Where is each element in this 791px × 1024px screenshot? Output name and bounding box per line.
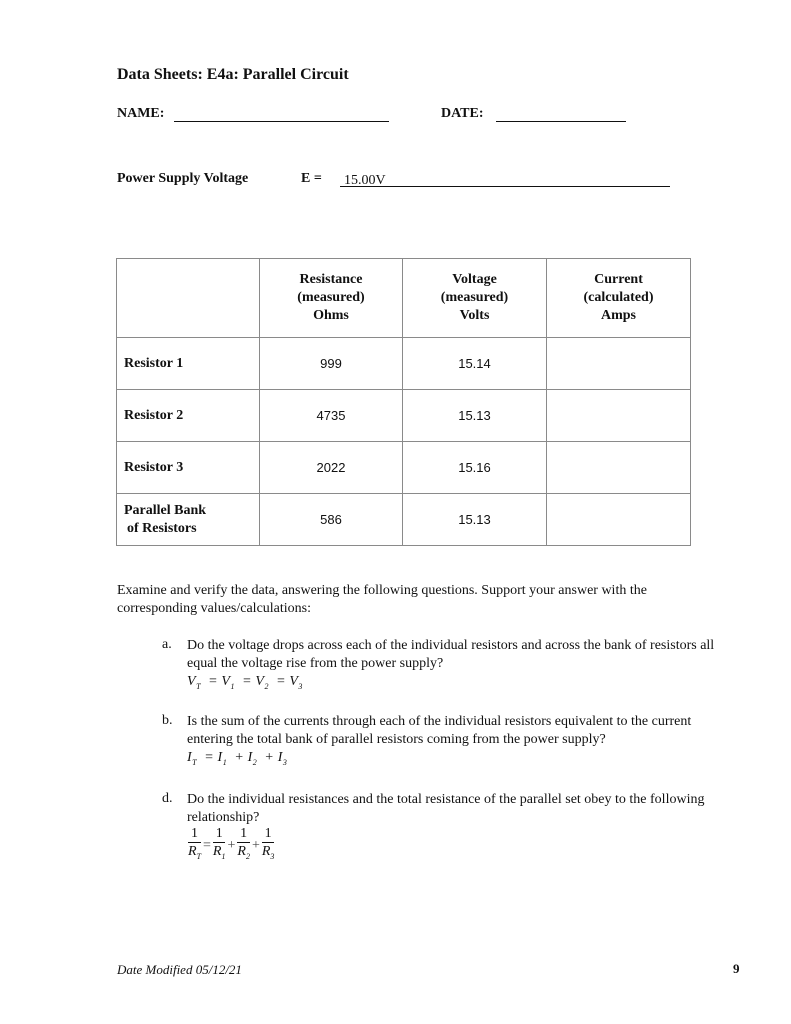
header-resistance-line3: Ohms: [313, 308, 349, 323]
resistance-cell: 586: [260, 494, 403, 546]
current-cell[interactable]: [547, 338, 691, 390]
current-equation: $I_T = I_1 + I_2 + I_3$: [187, 750, 288, 767]
table-row: [117, 494, 691, 546]
header-resistance-line2: (measured): [297, 290, 365, 305]
header-current-line2: (calculated): [583, 290, 654, 305]
row-label-line1: Parallel Bank: [124, 502, 207, 518]
eq-term: R: [188, 844, 197, 859]
table-row: [117, 390, 691, 442]
current-cell[interactable]: [547, 442, 691, 494]
voltage-cell: 15.13: [403, 390, 547, 442]
resistance-equation: $\frac{1}{R_T}$ = $\frac{1}{R_1}$ + $\frac{1}{R_2}$ + $\frac{1}{R_3}$: [187, 826, 275, 866]
voltage-cell: 15.14: [403, 338, 547, 390]
question-b-marker: b.: [162, 713, 173, 728]
e-label: E =: [301, 171, 322, 186]
header-resistance: [260, 259, 403, 338]
eq-term: I: [187, 750, 193, 765]
footer-date-modified: Date Modified 05/12/21: [117, 962, 242, 977]
voltage-cell: 15.13: [403, 494, 547, 546]
header-current-line1: Current: [594, 272, 643, 287]
eq-sub: 1: [230, 681, 235, 691]
resistance-cell: 999: [260, 338, 403, 390]
voltage-equation: $V_T = V_1 = V_2 = V_3$: [187, 674, 303, 691]
current-cell[interactable]: [547, 390, 691, 442]
current-cell[interactable]: [547, 494, 691, 546]
eq-term: R: [212, 844, 222, 859]
resistance-cell: 4735: [260, 390, 403, 442]
eq-term: I: [217, 750, 223, 765]
power-supply-label: Power Supply Voltage: [117, 171, 249, 186]
eq-sub: 1: [221, 851, 226, 861]
eq-sub: 2: [252, 757, 258, 767]
eq-sub: T: [192, 757, 198, 767]
name-label: NAME:: [117, 106, 165, 121]
eq-term: R: [237, 844, 246, 859]
eq-sub: T: [196, 681, 202, 691]
eq-term: I: [247, 750, 253, 765]
fraction: [188, 826, 201, 866]
eq-term: R: [261, 844, 271, 859]
fraction: [213, 826, 226, 866]
question-d-text: Do the individual resistances and the total resistance of the parallel set obey to the following relationship?: [187, 792, 705, 825]
page-title: Data Sheets: E4a: Parallel Circuit: [117, 66, 349, 83]
eq-term: V: [255, 674, 265, 689]
table-row: [117, 338, 691, 390]
resistance-cell: 2022: [260, 442, 403, 494]
row-label: Resistor 1: [117, 338, 260, 390]
eq-sub: 3: [270, 851, 275, 861]
page-number: 9: [733, 961, 740, 976]
data-table: [116, 258, 691, 546]
fraction: [237, 826, 250, 866]
name-field[interactable]: [174, 106, 389, 122]
eq-sub: T: [196, 851, 202, 861]
eq-sub: 2: [264, 681, 269, 691]
question-a-text: Do the voltage drops across each of the individual resistors and across the bank of resistors all equal the voltage rise from the power supply?: [187, 638, 715, 671]
fraction-numerator: 1: [188, 826, 201, 843]
question-b-text: Is the sum of the currents through each of the individual resistors equivalent to the current entering the total bank of parallel resistors coming from the power supply?: [187, 714, 692, 747]
fraction-numerator: 1: [213, 826, 226, 843]
instructions-paragraph: Examine and verify the data, answering the following questions. Support your answer with the corresponding values/calculations:: [117, 583, 647, 616]
eq-term: V: [289, 674, 299, 689]
eq-sub: 1: [222, 757, 228, 767]
header-voltage-line3: Volts: [459, 308, 490, 323]
e-field[interactable]: [340, 171, 670, 187]
voltage-cell: 15.16: [403, 442, 547, 494]
question-a-marker: a.: [162, 637, 172, 652]
eq-sub: 2: [245, 851, 250, 861]
row-label-line2: of Resistors: [127, 520, 197, 536]
fraction-numerator: 1: [237, 826, 250, 843]
eq-sub: 3: [298, 681, 303, 691]
header-voltage-line2: (measured): [440, 290, 509, 305]
header-resistance-line1: Resistance: [299, 272, 363, 287]
fraction: [262, 826, 275, 866]
header-voltage-line1: Voltage: [452, 272, 497, 287]
header-voltage: [403, 259, 547, 338]
e-value: 15.00V: [344, 173, 386, 188]
header-cell-empty: [117, 259, 260, 338]
row-label: [117, 494, 260, 546]
eq-term: V: [187, 674, 197, 689]
date-field[interactable]: [496, 106, 626, 122]
question-d-marker: d.: [162, 791, 173, 806]
eq-sub: 3: [282, 757, 288, 767]
fraction-numerator: 1: [262, 826, 275, 843]
header-current-line3: Amps: [600, 308, 636, 323]
row-label: Resistor 2: [117, 390, 260, 442]
eq-term: I: [277, 750, 283, 765]
eq-term: V: [221, 674, 231, 689]
table-header-row: [117, 259, 691, 338]
table-row: [117, 442, 691, 494]
header-current: [547, 259, 691, 338]
row-label: Resistor 3: [117, 442, 260, 494]
date-label: DATE:: [441, 106, 484, 121]
